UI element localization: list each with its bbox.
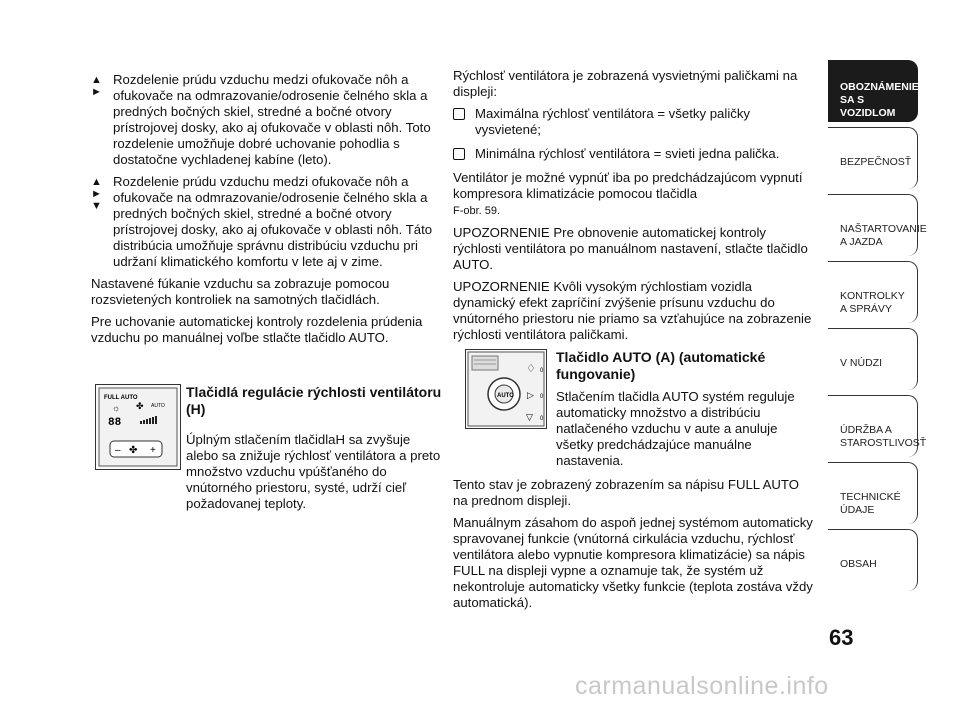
- plus-label: +: [150, 445, 156, 456]
- airflow-item-feet-windshield: [91, 72, 443, 168]
- tab-chapter[interactable]: [828, 395, 927, 457]
- tab-label: ÚDRŽBA A STAROSTLIVOSŤ: [840, 424, 927, 449]
- tab-chapter[interactable]: [828, 60, 918, 122]
- tab-chapter[interactable]: [828, 328, 918, 390]
- paragraph: Nastavené fúkanie vzduchu sa zobrazuje pomocou rozsvietených kontroliek na samotných tlačidlách.: [91, 276, 390, 307]
- auto-label: AUTO: [151, 403, 165, 409]
- checklist-text: Minimálna rýchlosť ventilátora = svieti jedna palička.: [475, 146, 780, 161]
- checklist-item: [453, 106, 813, 138]
- watermark: carmanualsonline.info: [575, 672, 829, 700]
- section-heading: Tlačidlá regulácie rýchlosti ventilátoru (H): [186, 384, 442, 417]
- defrost-icon: ♢: [526, 363, 536, 375]
- tab-chapter[interactable]: [828, 127, 918, 189]
- tab-chapter[interactable]: [828, 194, 927, 256]
- tab-label: V NÚDZI: [840, 357, 882, 369]
- fan-speed-figure: [91, 384, 443, 478]
- compressor-text: Ventilátor je možné vypnúť iba po predchádzajúcom vypnutí kompresora klimatizácie pomocou tlačidla: [453, 170, 803, 201]
- airflow-arrows-icon: ▲ ► ▼: [91, 176, 102, 212]
- left-column: [91, 72, 443, 518]
- checkbox-icon: [453, 108, 465, 120]
- recirculation-icon: ▷: [527, 390, 534, 400]
- fan-speed-caption: [186, 384, 443, 418]
- display-window: [472, 356, 498, 370]
- checkbox-icon: [453, 148, 465, 160]
- warning-paragraph: UPOZORNENIE Kvôli vysokým rýchlostiam vozidla dynamický efekt zapríčiní zvýšenie prísunu vzduchu do vnútorného priestoru nie priamo sa vzťahujúce na zobrazenie rýchlosti ventilátora paličkami.: [453, 279, 812, 342]
- auto-button-caption: [556, 349, 806, 475]
- paragraph: Pre uchovanie automatickej kontroly rozdelenia prúdenia vzduchu po manuálnej voľbe stlačte tlačidlo AUTO.: [91, 314, 423, 345]
- airflow-item-2-text: Rozdelenie prúdu vzduchu medzi ofukovače nôh a ofukovače na odmrazovanie/odrosenie čelného skla a predných bočných skiel, stredné a bočné otvory prístrojovej dosky, ako aj ofukovače v oblasti nôh. Táto distribúcia umožňuje správnu distribúciu vzduchu pri udržaní klimatického komfortu v lete aj v zime.: [113, 174, 433, 269]
- airflow-item-all: [91, 174, 443, 270]
- tab-label: KONTROLKY A SPRÁVY: [840, 290, 905, 315]
- warning-paragraph: UPOZORNENIE Pre obnovenie automatickej kontroly rýchlosti ventilátora po manuálnom nastavení, stlačte tlačidlo AUTO.: [453, 225, 808, 272]
- tab-label: NAŠTARTOVANIE A JAZDA: [840, 223, 927, 248]
- figure-reference: F-obr. 59.: [453, 205, 501, 217]
- auto-button-panel-image: [465, 349, 547, 429]
- minus-label: –: [115, 445, 121, 456]
- right-column: [453, 68, 813, 617]
- tab-chapter[interactable]: [828, 261, 918, 323]
- fan-icon: ✤: [136, 401, 144, 411]
- paragraph: Tento stav je zobrazený zobrazením sa nápisu FULL AUTO na prednom displeji.: [453, 477, 799, 508]
- airflow-arrows-icon: ▲ ►: [91, 74, 102, 98]
- paragraph: Manuálnym zásahom do aspoň jednej systémom automaticky spravovanej funkcie (vnútorná cirkulácia vzduchu, rýchlosť ventilátora alebo vypnutie kompresora klimatizácie) sa nápis FULL na displeji vypne a oznamuje tak, že systém už nekontroluje automaticky všetky funkcie (teplota zostáva vždy automatická).: [453, 515, 813, 610]
- checklist-item: [453, 146, 813, 162]
- full-auto-label: FULL AUTO: [104, 395, 138, 401]
- cooling-icon: ▽: [526, 412, 533, 422]
- chapter-tabs: [828, 60, 927, 596]
- sun-icon: ☼: [112, 403, 121, 413]
- tab-chapter[interactable]: [828, 529, 918, 591]
- checklist-text: Maximálna rýchlosť ventilátora = všetky paličky vysvietené;: [475, 106, 751, 137]
- paragraph: Rýchlosť ventilátora je zobrazená vysvietnými paličkami na displeji:: [453, 68, 798, 99]
- indicator-icon: 0: [540, 394, 544, 400]
- tab-chapter[interactable]: [828, 462, 918, 524]
- tab-label: OBOZNÁMENIE SA S VOZIDLOM: [840, 81, 919, 119]
- fan-icon: ✤: [129, 445, 138, 456]
- tab-label: TECHNICKÉ ÚDAJE: [840, 491, 901, 516]
- auto-button-figure: [453, 349, 813, 477]
- tab-label: BEZPEČNOSŤ: [840, 156, 912, 168]
- airflow-item-1-text: Rozdelenie prúdu vzduchu medzi ofukovače nôh a ofukovače na odmrazovanie/odrosenie čelného skla a predných bočných skiel, stredné a bočné otvory prístrojovej dosky, ako aj ofukovače v oblasti nôh. Toto rozdelenie umožňuje dobré uchovanie pohodlia s dostatočne vychladenej kabíne (leto).: [113, 72, 431, 167]
- tab-label: OBSAH: [840, 558, 877, 570]
- paragraph: [453, 170, 813, 219]
- temp-readout: 88: [108, 417, 122, 429]
- auto-button-text: Stlačením tlačidla AUTO systém reguluje automaticky množstvo a distribúciu natlačeného vzduchu v aute a anuluje všetky predchádzajúce manuálne nastavenia.: [556, 389, 795, 468]
- section-heading: Tlačidlo AUTO (A) (automatické fungovanie): [556, 349, 766, 382]
- indicator-icon: 0: [540, 368, 544, 374]
- fan-control-panel-image: [95, 384, 181, 470]
- fan-speed-text: Úplným stlačením tlačidlaH sa zvyšuje alebo sa znižuje rýchlosť ventilátora a preto množstvo vzduchu vpúšťaného do vnútorného priestoru, systé, udrží cieľ požadovanej teploty.: [186, 432, 441, 511]
- auto-label: AUTO: [497, 393, 514, 399]
- indicator-icon: 0: [540, 416, 544, 422]
- page-number: 63: [829, 625, 854, 650]
